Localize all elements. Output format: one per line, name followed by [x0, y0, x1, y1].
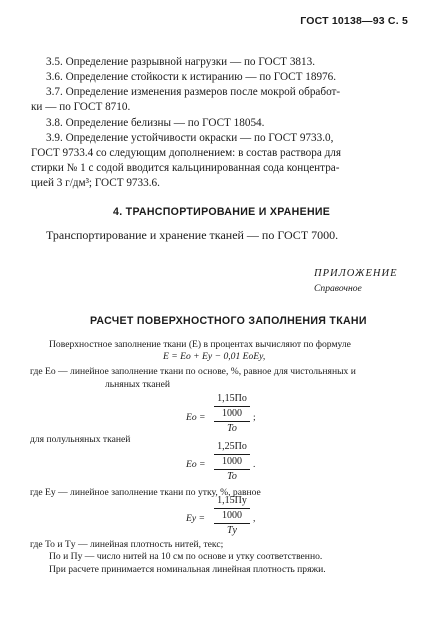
formula2-numerator: 1,25По: [217, 441, 247, 452]
formula3-lhs: Eу =: [186, 513, 205, 524]
item-3-7-line1: 3.7. Определение изменения размеров после мокрой обработ-: [46, 86, 341, 98]
formula1-denominator: To: [227, 423, 237, 434]
semi-linen-label: для полульняных тканей: [30, 434, 131, 445]
where-line2: По и Пу — число нитей на 10 см по основе и утку соответственно.: [49, 551, 323, 562]
formula3-denominator: Tу: [227, 525, 237, 536]
formula2-lhs: Eo =: [186, 459, 206, 470]
eo-definition-line1: где Eo — линейное заполнение ткани по основе, %, равное для чистольняных и: [30, 366, 356, 377]
section-4-text: Транспортирование и хранение тканей — по ГОСТ 7000.: [46, 228, 339, 242]
appendix-sublabel: Справочное: [314, 283, 362, 294]
appendix-label: ПРИЛОЖЕНИЕ: [314, 268, 398, 279]
item-3-9-line2: ГОСТ 9733.4 со следующим дополнением: в состав раствора для: [31, 147, 342, 159]
formula2-denominator: To: [227, 471, 237, 482]
formula2-tail: .: [253, 459, 256, 470]
calc-title: РАСЧЕТ ПОВЕРХНОСТНОГО ЗАПОЛНЕНИЯ ТКАНИ: [90, 315, 367, 327]
ey-definition: где Eу — линейное заполнение ткани по утку, %, равное: [30, 487, 261, 498]
formula3-den-mid: 1000: [222, 510, 242, 521]
note: При расчете принимается номинальная линейная плотность пряжи.: [49, 564, 326, 575]
item-3-7-line2: ки — по ГОСТ 8710.: [31, 101, 131, 113]
item-3-8: 3.8. Определение белизны — по ГОСТ 18054.: [46, 117, 265, 129]
formula1-den-mid: 1000: [222, 408, 242, 419]
calc-intro: Поверхностное заполнение ткани (E) в процентах вычисляют по формуле: [49, 339, 351, 350]
item-3-9-line3: стирки № 1 с содой вводится кальцинированная сода концентра-: [31, 162, 340, 174]
formula2-fraction: [214, 441, 250, 483]
eo-definition-line2: льняных тканей: [105, 379, 170, 390]
section-4-title: 4. ТРАНСПОРТИРОВАНИЕ И ХРАНЕНИЕ: [113, 206, 331, 218]
formula3-tail: ,: [253, 513, 256, 524]
formula3-numerator: 1,15Пу: [217, 495, 247, 506]
item-3-5: 3.5. Определение разрывной нагрузки — по ГОСТ 3813.: [46, 56, 315, 68]
item-3-9-line4: цией 3 г/дм³; ГОСТ 9733.6.: [31, 177, 160, 189]
formula1-tail: ;: [253, 412, 256, 423]
formula1-numerator: 1,15По: [217, 393, 247, 404]
item-3-6: 3.6. Определение стойкости к истиранию — по ГОСТ 18976.: [46, 71, 337, 83]
formula1-lhs: Eo =: [186, 412, 206, 423]
formula3-fraction: [214, 495, 250, 537]
formula2-den-mid: 1000: [222, 456, 242, 467]
item-3-9-line1: 3.9. Определение устойчивости окраски — по ГОСТ 9733.0,: [46, 132, 334, 144]
formula1-fraction: [214, 393, 250, 435]
page-header: ГОСТ 10138—93 С. 5: [300, 15, 408, 27]
where-line1: где To и Tу — линейная плотность нитей, текс;: [30, 539, 224, 550]
main-formula: E = Eo + Eу − 0,01 EoEу,: [163, 351, 266, 362]
